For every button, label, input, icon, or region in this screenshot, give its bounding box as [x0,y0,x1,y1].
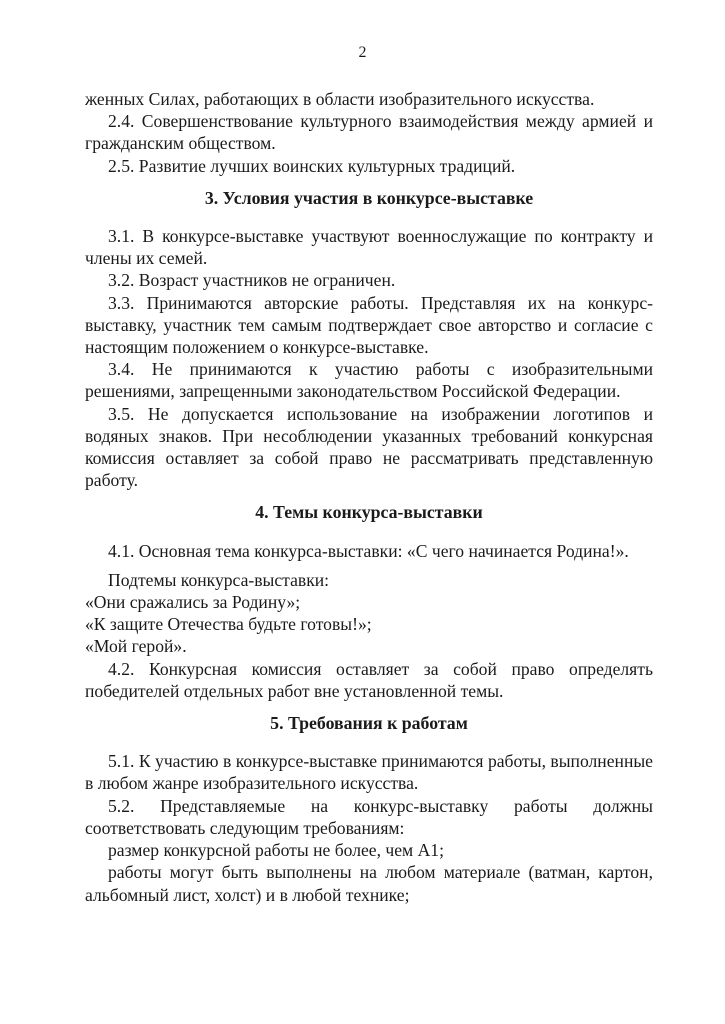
paragraph-5-2: 5.2. Представляемые на конкурс-выставку работы должны соответствовать следующим требованиям: [85,795,653,838]
paragraph-3-1: 3.1. В конкурсе-выставке участвуют военнослужащие по контракту и члены их семей. [85,226,653,269]
paragraph-3-4: 3.4. Не принимаются к участию работы с изобразительными решениями, запрещенными законодательством Российской Федерации. [85,359,653,402]
paragraph-5-1: 5.1. К участию в конкурсе-выставке принимаются работы, выполненные в любом жанре изобразительного искусства. [85,751,653,794]
subtheme-item: «Они сражались за Родину»; [85,592,301,613]
paragraph-4-2: 4.2. Конкурсная комиссия оставляет за собой право определять победителей отдельных работ вне установленной темы. [85,658,653,701]
section-4-heading: 4. Темы конкурса-выставки [255,502,483,523]
paragraph-2-5: 2.5. Развитие лучших воинских культурных традиций. [108,155,516,176]
subthemes-title: Подтемы конкурса-выставки: [108,569,330,590]
paragraph-3-3: 3.3. Принимаются авторские работы. Представляя их на конкурс-выставку, участник тем самым подтверждает свое авторство и согласие с настоящим положением о конкурсе-выставке. [85,292,653,358]
subtheme-item: «Мой герой». [85,636,187,657]
subtheme-item: «К защите Отечества будьте готовы!»; [85,614,372,635]
paragraph-3-2: 3.2. Возраст участников не ограничен. [108,270,396,291]
page-number: 2 [358,44,367,61]
requirement-size: размер конкурсной работы не более, чем А1; [108,840,444,861]
document-body [85,88,653,906]
paragraph-continuation: женных Силах, работающих в области изобразительного искусства. [85,89,595,109]
paragraph-2-4: 2.4. Совершенствование культурного взаимодействия между армией и гражданским обществом. [85,111,653,154]
section-3-heading: 3. Условия участия в конкурсе-выставке [204,187,534,208]
requirement-material: работы могут быть выполнены на любом материале (ватман, картон, альбомный лист, холст) и в любой технике; [85,862,653,905]
paragraph-4-1: 4.1. Основная тема конкурса-выставки: «С чего начинается Родина!». [108,540,629,561]
section-5-heading: 5. Требования к работам [270,713,468,734]
paragraph-3-5: 3.5. Не допускается использование на изображении логотипов и водяных знаков. При несоблюдении указанных требований конкурсная комиссия оставляет за собой право не рассматривать представленную работу. [85,403,653,491]
